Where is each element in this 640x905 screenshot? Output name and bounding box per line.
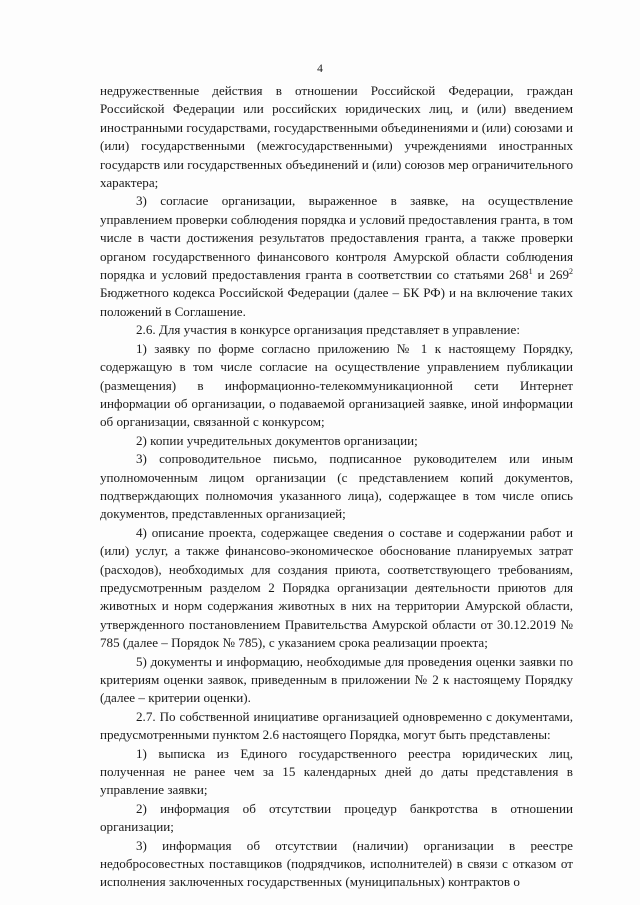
- paragraph-consent-tail: Бюджетного кодекса Российской Федерации (далее – БК РФ) и на включение таких положений в Соглашение.: [100, 285, 573, 319]
- paragraph-2-6-item-3: 3) сопроводительное письмо, подписанное руководителем или иным уполномоченным лицом организации (с представлением копий документов, подтверждающих полномочия указанного лица), содержащее в том числе опись документов, представленных организацией;: [100, 451, 573, 522]
- paragraph-consent-text: 3) согласие организации, выраженное в заявке, на осуществление управлением проверки соблюдения порядка и условий предоставления гранта, в том числе в части достижения результатов предоставления гранта, а также проверки органом государственного финансового контроля Амурской области соблюдения порядка и условий предоставления гранта в соответствии со статьями 268: [100, 193, 573, 283]
- paragraph-2-7-heading: 2.7. По собственной инициативе организацией одновременно с документами, предусмотренными пунктом 2.6 настоящего Порядка, могут быть представлены:: [100, 708, 573, 743]
- paragraph-2-6-item-2: 2) копии учредительных документов организации;: [136, 432, 418, 448]
- paragraph-consent-verification: [100, 192, 573, 321]
- paragraph-sanctions-continuation: недружественные действия в отношении Российской Федерации, граждан Российской Федерации или российских юридических лиц, и (или) введением иностранными государствами, государственными объединениями и (или) союзами и (или) государственными (межгосударственными) учреждениями иностранных государств или государственных объединений и (или) союзов мер ограничительного характера;: [100, 83, 573, 191]
- superscript-1: 1: [528, 267, 533, 277]
- paragraph-2-6-heading: 2.6. Для участия в конкурсе организация представляет в управление:: [136, 322, 520, 338]
- paragraph-2-7-item-2: 2) информация об отсутствии процедур банкротства в отношении организации;: [100, 800, 573, 835]
- paragraph-2-7-item-1: 1) выписка из Единого государственного реестра юридических лиц, полученная не ранее чем за 15 календарных дней до даты представления в управление заявки;: [100, 745, 573, 798]
- paragraph-2-6-item-5: 5) документы и информацию, необходимые для проведения оценки заявки по критериям оценки заявок, приведенным в приложении № 2 к настоящему Порядку (далее – критерии оценки).: [100, 653, 573, 706]
- superscript-2: 2: [569, 267, 573, 277]
- paragraph-2-6-item-1: 1) заявку по форме согласно приложению № 1 к настоящему Порядку, содержащую в том числе согласие на осуществление управлением публикации (размещения) в информационно-телекоммуникационной сети Интернет информации об организации, о подаваемой организацией заявке, иной информации об организации, связанной с конкурсом;: [100, 340, 573, 430]
- paragraph-consent-mid: и 269: [532, 267, 569, 283]
- page-number: 4: [317, 63, 323, 75]
- document-body: [100, 82, 573, 892]
- paragraph-2-7-item-3: 3) информация об отсутствии (наличии) организации в реестре недобросовестных поставщиков (подрядчиков, исполнителей) в связи с отказом от исполнения заключенных государственных (муниципальных) контрактов о: [100, 837, 573, 890]
- paragraph-2-6-item-4: 4) описание проекта, содержащее сведения о составе и содержании работ и (или) услуг, а также финансово-экономическое обоснование планируемых затрат (расходов), необходимых для создания приюта, соответствующего требованиям, предусмотренным разделом 2 Порядка организации деятельности приютов для животных и норм содержания животных в них на территории Амурской области, утвержденного постановлением Правительства Амурской области от 30.12.2019 № 785 (далее – Порядок № 785), с указанием срока реализации проекта;: [100, 524, 573, 651]
